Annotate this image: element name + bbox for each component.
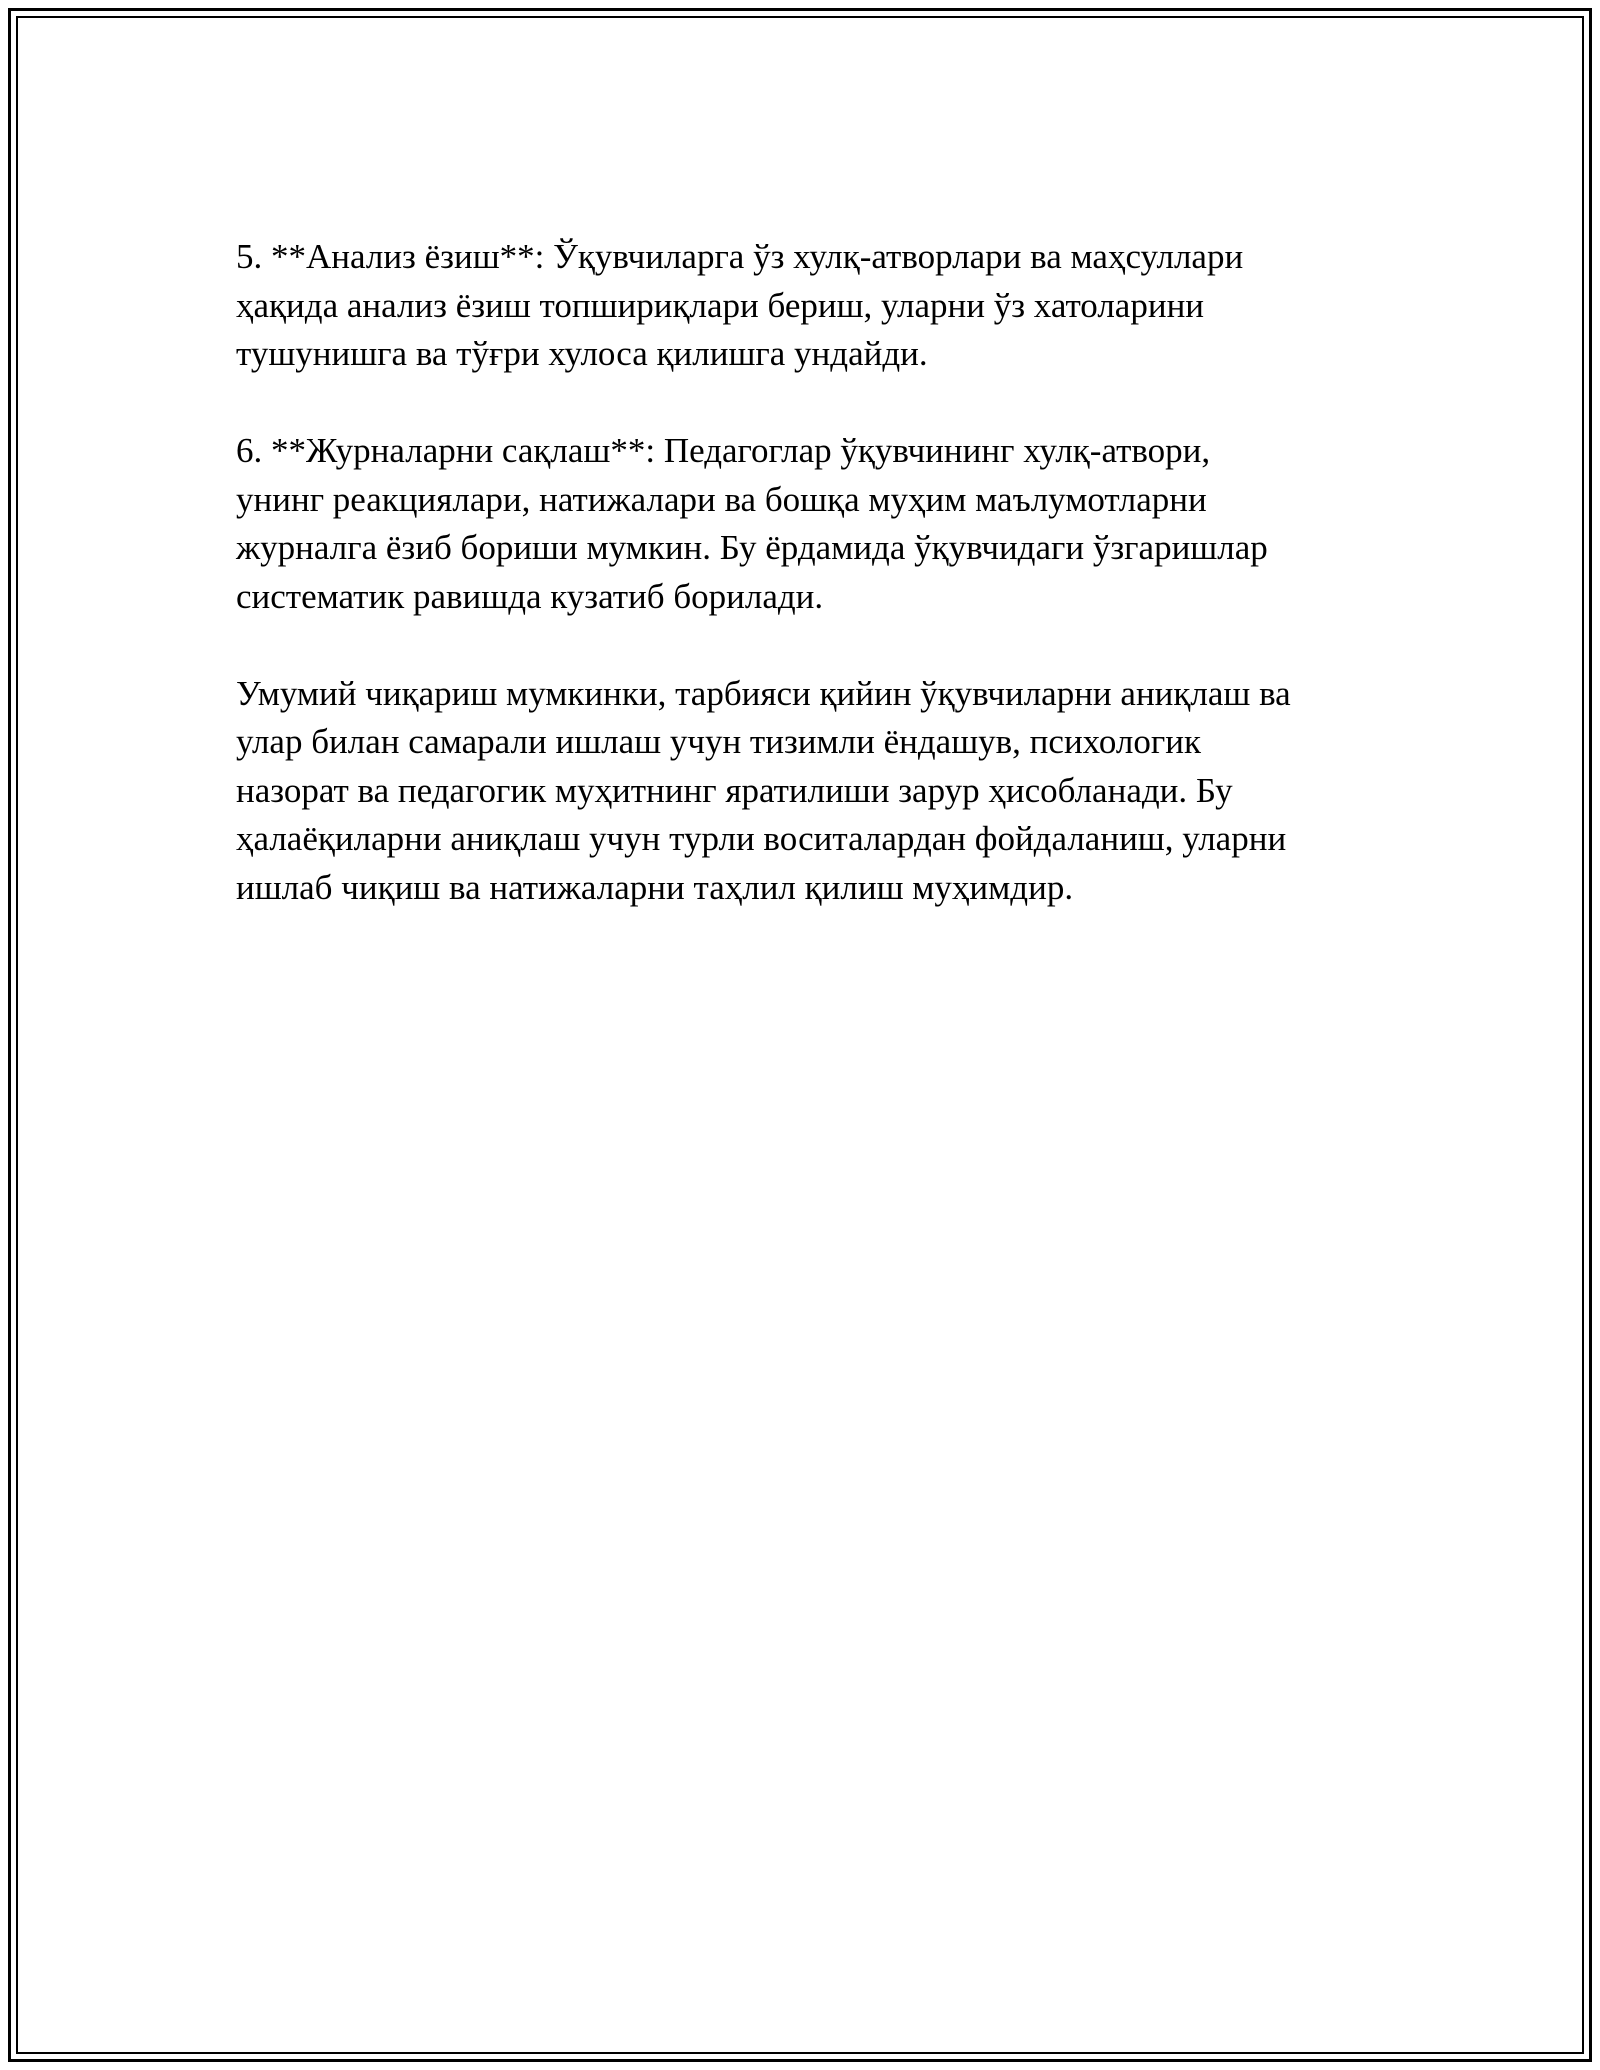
- document-body: [236, 233, 1386, 961]
- paragraph-journal-keeping: 6. **Журналарни сақлаш**: Педагоглар ўқувчининг хулқ-атвори, унинг реакциялари, натижалари ва бошқа муҳим маълумотларни журналга ёзиб бориши мумкин. Бу ёрдамида ўқувчидаги ўзгаришлар систематик равишда кузатиб борилади.: [236, 431, 1268, 616]
- paragraph-analysis-writing: 5. **Анализ ёзиш**: Ўқувчиларга ўз хулқ-атворлари ва маҳсуллари ҳақида анализ ёзиш топшириқлари бериш, уларни ўз хатоларини тушунишга ва тўғри хулоса қилишга ундайди.: [236, 237, 1244, 373]
- paragraph-conclusion: Умумий чиқариш мумкинки, тарбияси қийин ўқувчиларни аниқлаш ва улар билан самарали ишлаш учун тизимли ёндашув, психологик назорат ва педагогик муҳитнинг яратилиши зарур ҳисобланади. Бу ҳалаёқиларни аниқлаш учун турли воситалардан фойдаланиш, уларни ишлаб чиқиш ва натижаларни таҳлил қилиш муҳимдир.: [236, 673, 1291, 907]
